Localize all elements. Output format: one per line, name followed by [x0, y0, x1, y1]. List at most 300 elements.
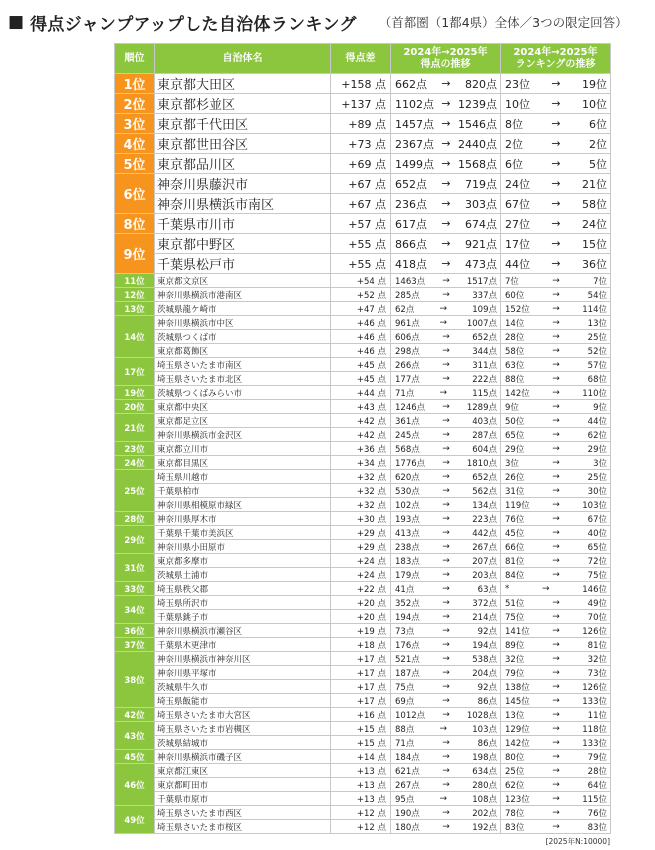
rank-2025: 10位	[582, 97, 607, 111]
score-trend-cell	[391, 526, 501, 540]
score-diff: +20 点	[331, 596, 391, 610]
score-trend-cell	[391, 214, 501, 234]
table-row	[115, 428, 611, 442]
municipality-name: 茨城県つくばみらい市	[155, 386, 331, 400]
table-row	[115, 708, 611, 722]
score-2024: 2367点	[395, 137, 434, 151]
rank-2025: 29位	[587, 444, 607, 455]
arrow-right-icon: →	[442, 443, 450, 454]
municipality-name: 茨城県土浦市	[155, 568, 331, 582]
rank-trend-cell	[501, 526, 611, 540]
score-diff: +52 点	[331, 288, 391, 302]
arrow-right-icon: →	[442, 471, 450, 482]
municipality-name: 神奈川県横浜市中区	[155, 316, 331, 330]
score-2024: 285点	[395, 290, 420, 301]
rank-trend-cell	[501, 372, 611, 386]
rank-2024: 51位	[505, 598, 525, 609]
rank-2025: 73位	[587, 668, 607, 679]
rank-cell: 23位	[115, 442, 155, 456]
rank-2025: 81位	[587, 640, 607, 651]
municipality-name: 神奈川県藤沢市	[155, 174, 331, 194]
rank-2025: 110位	[582, 388, 607, 399]
arrow-right-icon: →	[442, 667, 450, 678]
score-2024: 62点	[395, 304, 415, 315]
rank-2024: 66位	[505, 542, 525, 553]
rank-trend-cell	[501, 694, 611, 708]
score-2025: 202点	[472, 808, 497, 819]
rank-cell: 24位	[115, 456, 155, 470]
score-2024: 1499点	[395, 157, 434, 171]
score-2025: 108点	[472, 794, 497, 805]
score-diff: +54 点	[331, 274, 391, 288]
title-subtitle: （首都圏（1都4県）全体／3つの限定回答）	[378, 15, 628, 30]
arrow-right-icon: →	[442, 331, 450, 342]
arrow-right-icon: →	[552, 723, 560, 734]
table-row	[115, 194, 611, 214]
rank-2025: 118位	[582, 724, 607, 735]
score-2024: 521点	[395, 654, 420, 665]
score-trend-cell	[391, 554, 501, 568]
arrow-right-icon: →	[442, 625, 450, 636]
table-header-row	[115, 44, 611, 74]
rank-cell: 46位	[115, 764, 155, 806]
municipality-name: 埼玉県さいたま市北区	[155, 372, 331, 386]
score-2024: 1246点	[395, 402, 426, 413]
score-2025: 634点	[472, 766, 497, 777]
rank-trend-cell	[501, 540, 611, 554]
score-2025: 92点	[477, 682, 497, 693]
arrow-right-icon: →	[442, 695, 450, 706]
rank-2025: 133位	[582, 696, 607, 707]
score-2024: 75点	[395, 682, 415, 693]
rank-trend-cell	[501, 722, 611, 736]
arrow-right-icon: →	[551, 237, 561, 250]
rank-cell: 21位	[115, 414, 155, 442]
municipality-name: 東京都世田谷区	[155, 134, 331, 154]
arrow-right-icon: →	[439, 303, 448, 314]
table-row	[115, 414, 611, 428]
arrow-right-icon: →	[442, 485, 450, 496]
score-2024: 662点	[395, 77, 427, 91]
arrow-right-icon: →	[442, 807, 450, 818]
rank-trend-cell	[501, 638, 611, 652]
arrow-right-icon: →	[551, 117, 561, 130]
municipality-name: 茨城県つくば市	[155, 330, 331, 344]
score-trend-cell	[391, 372, 501, 386]
score-trend-cell	[391, 154, 501, 174]
arrow-right-icon: →	[442, 737, 450, 748]
score-diff: +45 点	[331, 358, 391, 372]
table-row	[115, 442, 611, 456]
rank-trend-cell	[501, 554, 611, 568]
score-2025: 92点	[477, 626, 497, 637]
score-2024: 177点	[395, 374, 420, 385]
score-trend-cell	[391, 344, 501, 358]
score-trend-cell	[391, 386, 501, 400]
score-2024: 530点	[395, 486, 420, 497]
score-diff: +17 点	[331, 680, 391, 694]
rank-trend-cell	[501, 750, 611, 764]
score-2024: 298点	[395, 346, 420, 357]
score-diff: +89 点	[331, 114, 391, 134]
arrow-right-icon: →	[441, 97, 451, 110]
arrow-right-icon: →	[441, 77, 451, 90]
arrow-right-icon: →	[442, 499, 450, 510]
arrow-right-icon: →	[551, 217, 561, 230]
score-2024: 245点	[395, 430, 420, 441]
rank-trend-cell	[501, 442, 611, 456]
municipality-name: 埼玉県さいたま市南区	[155, 358, 331, 372]
score-diff: +73 点	[331, 134, 391, 154]
score-trend-cell	[391, 512, 501, 526]
rank-cell: 25位	[115, 470, 155, 512]
score-diff: +24 点	[331, 554, 391, 568]
rank-cell: 34位	[115, 596, 155, 624]
header-diff: 得点差	[331, 44, 391, 74]
arrow-right-icon: →	[552, 807, 560, 818]
score-2025: 287点	[472, 430, 497, 441]
score-trend-cell	[391, 316, 501, 330]
arrow-right-icon: →	[552, 499, 560, 510]
rank-2024: 67位	[505, 197, 530, 211]
arrow-right-icon: →	[442, 653, 450, 664]
municipality-name: 東京都千代田区	[155, 114, 331, 134]
table-row	[115, 778, 611, 792]
municipality-name: 東京都中野区	[155, 234, 331, 254]
table-row	[115, 596, 611, 610]
rank-trend-cell	[501, 288, 611, 302]
score-2025: 1028点	[466, 710, 497, 721]
score-trend-cell	[391, 400, 501, 414]
rank-2025: 126位	[582, 682, 607, 693]
score-trend-cell	[391, 194, 501, 214]
rank-trend-cell	[501, 428, 611, 442]
score-2024: 418点	[395, 257, 427, 271]
rank-cell: 5位	[115, 154, 155, 174]
arrow-right-icon: →	[552, 639, 560, 650]
municipality-name: 埼玉県さいたま市大宮区	[155, 708, 331, 722]
table-row	[115, 288, 611, 302]
rank-2024: 31位	[505, 486, 525, 497]
arrow-right-icon: →	[441, 177, 451, 190]
score-2024: 266点	[395, 360, 420, 371]
rank-2025: 54位	[587, 290, 607, 301]
rank-2024: 123位	[505, 794, 530, 805]
rank-2024: 88位	[505, 374, 525, 385]
score-2025: 207点	[472, 556, 497, 567]
table-row	[115, 820, 611, 834]
score-2024: 1012点	[395, 710, 426, 721]
score-trend-cell	[391, 330, 501, 344]
rank-cell: 33位	[115, 582, 155, 596]
score-trend-cell	[391, 302, 501, 316]
rank-cell: 43位	[115, 722, 155, 750]
score-trend-cell	[391, 470, 501, 484]
score-trend-cell	[391, 652, 501, 666]
score-2025: 820点	[465, 77, 497, 91]
arrow-right-icon: →	[552, 569, 560, 580]
score-2024: 352点	[395, 598, 420, 609]
rank-trend-cell	[501, 498, 611, 512]
score-diff: +15 点	[331, 722, 391, 736]
rank-2024: 10位	[505, 97, 530, 111]
score-2024: 41点	[395, 584, 415, 595]
rank-2025: 67位	[587, 514, 607, 525]
score-trend-cell	[391, 358, 501, 372]
arrow-right-icon: →	[552, 345, 560, 356]
arrow-right-icon: →	[552, 709, 560, 720]
arrow-right-icon: →	[552, 751, 560, 762]
table-row	[115, 134, 611, 154]
arrow-right-icon: →	[442, 765, 450, 776]
table-row	[115, 498, 611, 512]
score-trend-cell	[391, 414, 501, 428]
table-row	[115, 316, 611, 330]
score-2024: 1102点	[395, 97, 434, 111]
arrow-right-icon: →	[552, 667, 560, 678]
score-2024: 1463点	[395, 276, 426, 287]
rank-2024: 138位	[505, 682, 530, 693]
municipality-name: 埼玉県川越市	[155, 470, 331, 484]
score-trend-cell	[391, 820, 501, 834]
score-2025: 2440点	[458, 137, 497, 151]
score-trend-cell	[391, 134, 501, 154]
rank-2025: 36位	[582, 257, 607, 271]
score-2024: 95点	[395, 794, 415, 805]
rank-trend-cell	[501, 596, 611, 610]
score-diff: +13 点	[331, 792, 391, 806]
score-2025: 337点	[472, 290, 497, 301]
rank-trend-cell	[501, 302, 611, 316]
header-rank-line1: 2024年→2025年	[513, 46, 598, 58]
municipality-name: 神奈川県横浜市港南区	[155, 288, 331, 302]
score-2025: 1546点	[458, 117, 497, 131]
score-2025: 604点	[472, 444, 497, 455]
score-diff: +47 点	[331, 302, 391, 316]
rank-2024: 9位	[505, 402, 519, 413]
header-rank-line2: ランキングの推移	[515, 58, 596, 70]
municipality-name: 神奈川県横浜市瀬谷区	[155, 624, 331, 638]
rank-2025: 52位	[587, 346, 607, 357]
rank-trend-cell	[501, 736, 611, 750]
municipality-name: 埼玉県所沢市	[155, 596, 331, 610]
rank-2025: 5位	[589, 157, 607, 171]
score-diff: +29 点	[331, 540, 391, 554]
table-row	[115, 638, 611, 652]
score-trend-cell	[391, 680, 501, 694]
rank-2025: 133位	[582, 738, 607, 749]
arrow-right-icon: →	[442, 457, 450, 468]
rank-2024: 26位	[505, 472, 525, 483]
score-2025: 222点	[472, 374, 497, 385]
score-diff: +32 点	[331, 498, 391, 512]
score-2025: 921点	[465, 237, 497, 251]
rank-2025: 79位	[587, 752, 607, 763]
score-2024: 176点	[395, 640, 420, 651]
rank-2024: 142位	[505, 388, 530, 399]
arrow-right-icon: →	[552, 597, 560, 608]
rank-2024: 75位	[505, 612, 525, 623]
municipality-name: 東京都品川区	[155, 154, 331, 174]
table-row	[115, 722, 611, 736]
rank-trend-cell	[501, 154, 611, 174]
arrow-right-icon: →	[442, 275, 450, 286]
score-2025: 1007点	[466, 318, 497, 329]
score-diff: +42 点	[331, 414, 391, 428]
arrow-right-icon: →	[552, 513, 560, 524]
municipality-name: 神奈川県横浜市南区	[155, 194, 331, 214]
score-2024: 73点	[395, 626, 415, 637]
rank-cell: 20位	[115, 400, 155, 414]
arrow-right-icon: →	[442, 821, 450, 832]
arrow-right-icon: →	[552, 821, 560, 832]
rank-cell: 14位	[115, 316, 155, 358]
score-trend-cell	[391, 234, 501, 254]
score-2024: 193点	[395, 514, 420, 525]
arrow-right-icon: →	[551, 197, 561, 210]
score-trend-cell	[391, 778, 501, 792]
rank-2025: 72位	[587, 556, 607, 567]
score-2024: 183点	[395, 556, 420, 567]
table-row	[115, 174, 611, 194]
bullet-square-icon: ■	[8, 12, 25, 32]
rank-2024: 145位	[505, 696, 530, 707]
rank-trend-cell	[501, 194, 611, 214]
arrow-right-icon: →	[552, 429, 560, 440]
score-trend-cell	[391, 708, 501, 722]
rank-trend-cell	[501, 764, 611, 778]
rank-cell: 45位	[115, 750, 155, 764]
score-2025: 86点	[477, 738, 497, 749]
header-rank: 順位	[115, 44, 155, 74]
municipality-name: 茨城県龍ケ崎市	[155, 302, 331, 316]
rank-trend-cell	[501, 134, 611, 154]
table-row	[115, 764, 611, 778]
table-row	[115, 568, 611, 582]
rank-2024: 27位	[505, 217, 530, 231]
score-diff: +19 点	[331, 624, 391, 638]
score-diff: +15 点	[331, 736, 391, 750]
table-row	[115, 74, 611, 94]
score-2025: 344点	[472, 346, 497, 357]
arrow-right-icon: →	[552, 541, 560, 552]
score-trend-cell	[391, 596, 501, 610]
municipality-name: 東京都大田区	[155, 74, 331, 94]
rank-2024: 13位	[505, 710, 525, 721]
score-2025: 103点	[472, 724, 497, 735]
rank-trend-cell	[501, 94, 611, 114]
arrow-right-icon: →	[439, 387, 448, 398]
rank-2025: 13位	[587, 318, 607, 329]
score-trend-cell	[391, 666, 501, 680]
rank-2025: 103位	[582, 500, 607, 511]
table-row	[115, 330, 611, 344]
municipality-name: 東京都目黒区	[155, 456, 331, 470]
arrow-right-icon: →	[442, 681, 450, 692]
rank-2025: 7位	[593, 276, 607, 287]
arrow-right-icon: →	[552, 387, 560, 398]
ranking-table	[114, 43, 611, 834]
score-2024: 621点	[395, 766, 420, 777]
score-2025: 134点	[472, 500, 497, 511]
rank-trend-cell	[501, 708, 611, 722]
rank-2024: 25位	[505, 766, 525, 777]
header-rank-trend	[501, 44, 611, 74]
rank-trend-cell	[501, 652, 611, 666]
arrow-right-icon: →	[442, 415, 450, 426]
score-diff: +36 点	[331, 442, 391, 456]
score-2025: 652点	[472, 472, 497, 483]
municipality-name: 東京都町田市	[155, 778, 331, 792]
arrow-right-icon: →	[442, 709, 450, 720]
score-2024: 184点	[395, 752, 420, 763]
rank-cell: 1位	[115, 74, 155, 94]
score-diff: +34 点	[331, 456, 391, 470]
score-trend-cell	[391, 610, 501, 624]
score-diff: +158 点	[331, 74, 391, 94]
score-trend-cell	[391, 624, 501, 638]
rank-trend-cell	[501, 274, 611, 288]
table-row	[115, 680, 611, 694]
score-trend-cell	[391, 806, 501, 820]
score-2025: 652点	[472, 332, 497, 343]
score-diff: +67 点	[331, 194, 391, 214]
municipality-name: 神奈川県相模原市緑区	[155, 498, 331, 512]
arrow-right-icon: →	[442, 751, 450, 762]
municipality-name: 東京都江東区	[155, 764, 331, 778]
municipality-name: 埼玉県秩父郡	[155, 582, 331, 596]
score-2025: 109点	[472, 304, 497, 315]
municipality-name: 神奈川県平塚市	[155, 666, 331, 680]
table-row	[115, 302, 611, 316]
score-diff: +17 点	[331, 666, 391, 680]
municipality-name: 千葉県木更津市	[155, 638, 331, 652]
municipality-name: 東京都立川市	[155, 442, 331, 456]
score-diff: +46 点	[331, 344, 391, 358]
municipality-name: 東京都文京区	[155, 274, 331, 288]
score-diff: +69 点	[331, 154, 391, 174]
score-2024: 617点	[395, 217, 427, 231]
table-row	[115, 750, 611, 764]
score-trend-cell	[391, 428, 501, 442]
rank-trend-cell	[501, 484, 611, 498]
score-2024: 180点	[395, 822, 420, 833]
rank-2024: 3位	[505, 458, 519, 469]
score-2024: 961点	[395, 318, 420, 329]
score-2025: 1810点	[466, 458, 497, 469]
table-row	[115, 94, 611, 114]
rank-2025: 40位	[587, 528, 607, 539]
rank-2024: 81位	[505, 556, 525, 567]
score-2024: 187点	[395, 668, 420, 679]
municipality-name: 東京都多摩市	[155, 554, 331, 568]
score-trend-cell	[391, 94, 501, 114]
municipality-name: 神奈川県横浜市磯子区	[155, 750, 331, 764]
rank-2025: 3位	[593, 458, 607, 469]
score-2024: 267点	[395, 780, 420, 791]
arrow-right-icon: →	[442, 401, 450, 412]
score-diff: +43 点	[331, 400, 391, 414]
score-trend-cell	[391, 442, 501, 456]
rank-trend-cell	[501, 792, 611, 806]
arrow-right-icon: →	[552, 275, 560, 286]
rank-trend-cell	[501, 470, 611, 484]
score-trend-cell	[391, 736, 501, 750]
score-diff: +137 点	[331, 94, 391, 114]
municipality-name: 埼玉県飯能市	[155, 694, 331, 708]
rank-trend-cell	[501, 568, 611, 582]
arrow-right-icon: →	[441, 137, 451, 150]
